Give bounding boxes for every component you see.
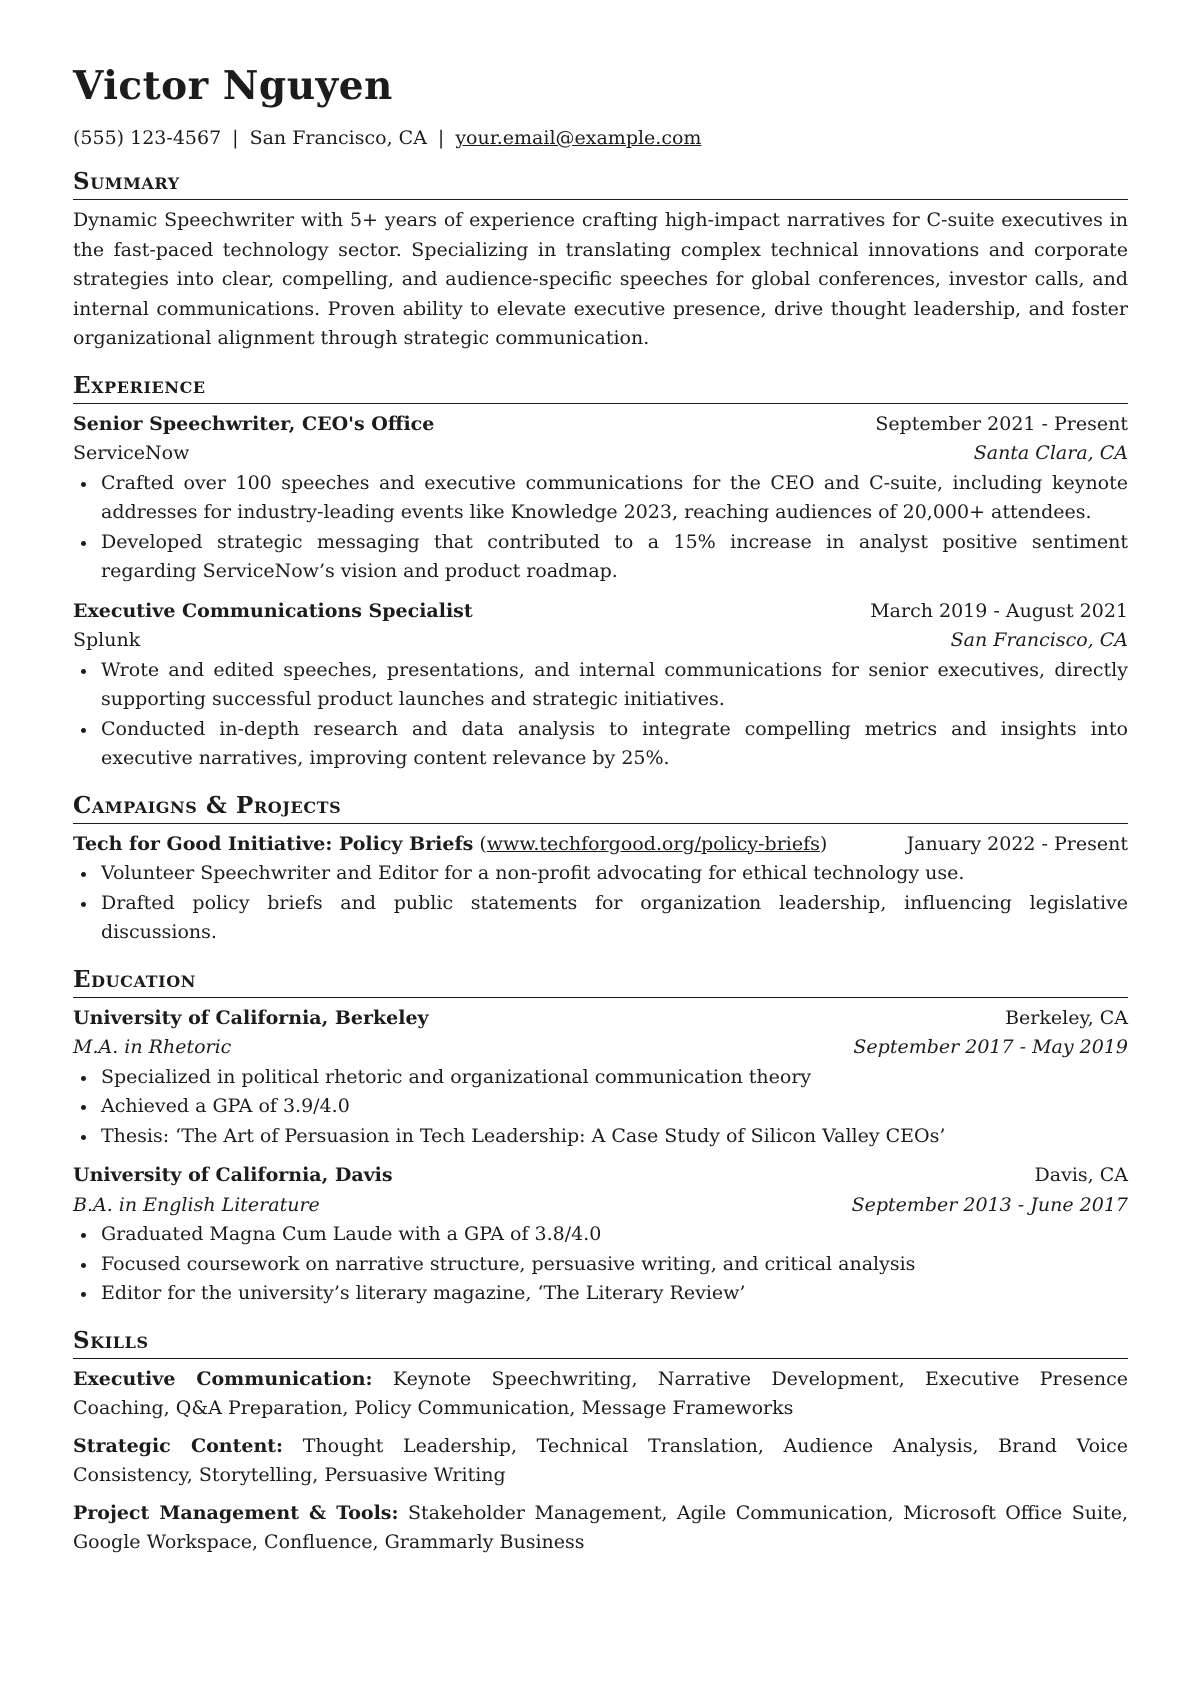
list-item: Graduated Magna Cum Laude with a GPA of 3.8/4.0 [73,1220,1128,1250]
list-item: Volunteer Speechwriter and Editor for a non-profit advocating for ethical technology use. [73,859,1128,889]
school-name: University of California, Berkeley [73,1006,429,1029]
experience-entry [73,410,1128,587]
school-location: Davis, CA [1034,1164,1128,1186]
skill-group-text: Thought Leadership, Technical Translation, Audience Analysis, Brand Voice Consistency, Storytelling, Persuasive Writing [73,1434,1128,1486]
school-location: Berkeley, CA [1005,1006,1128,1029]
list-item: Crafted over 100 speeches and executive communications for the CEO and C-suite, including keynote addresses for industry-leading events like Knowledge 2023, reaching audiences of 20,000+ attendees. [73,469,1128,528]
contact-separator: | [437,127,445,149]
job-dates: September 2021 - Present [875,412,1128,435]
contact-line [73,125,1128,151]
list-item: Wrote and edited speeches, presentations, and internal communications for senior executives, directly supporting successful product launches and strategic initiatives. [73,656,1128,715]
resume-page [73,62,1128,1566]
school-name: University of California, Davis [73,1164,393,1186]
list-item: Editor for the university’s literary magazine, ‘The Literary Review’ [73,1279,1128,1309]
skill-group [73,1432,1128,1491]
degree-name: M.A. in Rhetoric [73,1036,232,1058]
skill-group-label: Strategic Content: [73,1434,284,1457]
project-dates: January 2022 - Present [906,832,1128,855]
bullet-list [73,1220,1128,1309]
job-location: San Francisco, CA [950,629,1128,651]
contact-separator: | [232,127,239,149]
section-title-education: Education [73,966,1128,998]
bullet-list [73,656,1128,774]
email-link[interactable]: your.email@example.com [455,127,702,149]
section-title-skills: Skills [73,1327,1128,1359]
skill-group-label: Executive Communication: [73,1367,373,1390]
list-item: Focused coursework on narrative structure, persuasive writing, and critical analysis [73,1250,1128,1280]
skill-group-label: Project Management & Tools: [73,1501,399,1524]
project-title-line [73,830,827,860]
list-item: Thesis: ‘The Art of Persuasion in Tech Leadership: A Case Study of Silicon Valley CEOs’ [73,1122,1128,1152]
skill-group [73,1499,1128,1558]
bullet-list [73,469,1128,587]
list-item: Drafted policy briefs and public statements for organization leadership, influencing legislative discussions. [73,889,1128,948]
section-title-projects: Campaigns & Projects [73,792,1128,824]
project-entry [73,830,1128,948]
job-title: Executive Communications Specialist [73,599,473,622]
list-item: Achieved a GPA of 3.9/4.0 [73,1092,1128,1122]
skill-group-text: Stakeholder Management, Agile Communication, Microsoft Office Suite, Google Workspace, Confluence, Grammarly Business [73,1501,1128,1553]
list-item: Developed strategic messaging that contributed to a 15% increase in analyst positive sentiment regarding ServiceNow’s vision and product roadmap. [73,528,1128,587]
summary-text: Dynamic Speechwriter with 5+ years of experience crafting high-impact narratives for C-suite executives in the fast-paced technology sector. Specializing in translating complex technical innovations and corporate strategies into clear, compelling, and audience-specific speeches for global conferences, investor calls, and internal communications. Proven ability to elevate executive presence, drive thought leadership, and foster organizational alignment through strategic communication. [73,209,1128,349]
project-name: Tech for Good Initiative: Policy Briefs [73,832,474,855]
project-link[interactable]: www.techforgood.org/policy-briefs [486,832,820,855]
education-dates: September 2017 - May 2019 [853,1036,1128,1058]
list-item: Specialized in political rhetoric and organizational communication theory [73,1063,1128,1093]
skill-group [73,1365,1128,1424]
company-name: ServiceNow [73,442,190,464]
phone-number: (555) 123-4567 [73,127,222,149]
experience-entry [73,597,1128,774]
section-title-experience: Experience [73,372,1128,404]
company-name: Splunk [73,629,141,651]
list-item: Conducted in-depth research and data analysis to integrate compelling metrics and insights into executive narratives, improving content relevance by 25%. [73,715,1128,774]
bullet-list [73,859,1128,948]
candidate-name: Victor Nguyen [73,63,393,109]
degree-name: B.A. in English Literature [73,1193,320,1216]
bullet-list [73,1063,1128,1152]
link-paren-close: ) [819,832,828,855]
skill-group-text: Keynote Speechwriting, Narrative Development, Executive Presence Coaching, Q&A Preparation, Policy Communication, Message Frameworks [73,1367,1128,1419]
education-entry [73,1161,1128,1309]
job-title: Senior Speechwriter, CEO's Office [73,412,435,435]
job-dates: March 2019 - August 2021 [870,599,1128,622]
education-dates: September 2013 - June 2017 [851,1193,1128,1216]
link-paren-open: ( [479,832,487,855]
section-title-summary: Summary [73,168,1128,200]
education-entry [73,1004,1128,1152]
location-text: San Francisco, CA [249,127,427,149]
job-location: Santa Clara, CA [973,442,1128,464]
